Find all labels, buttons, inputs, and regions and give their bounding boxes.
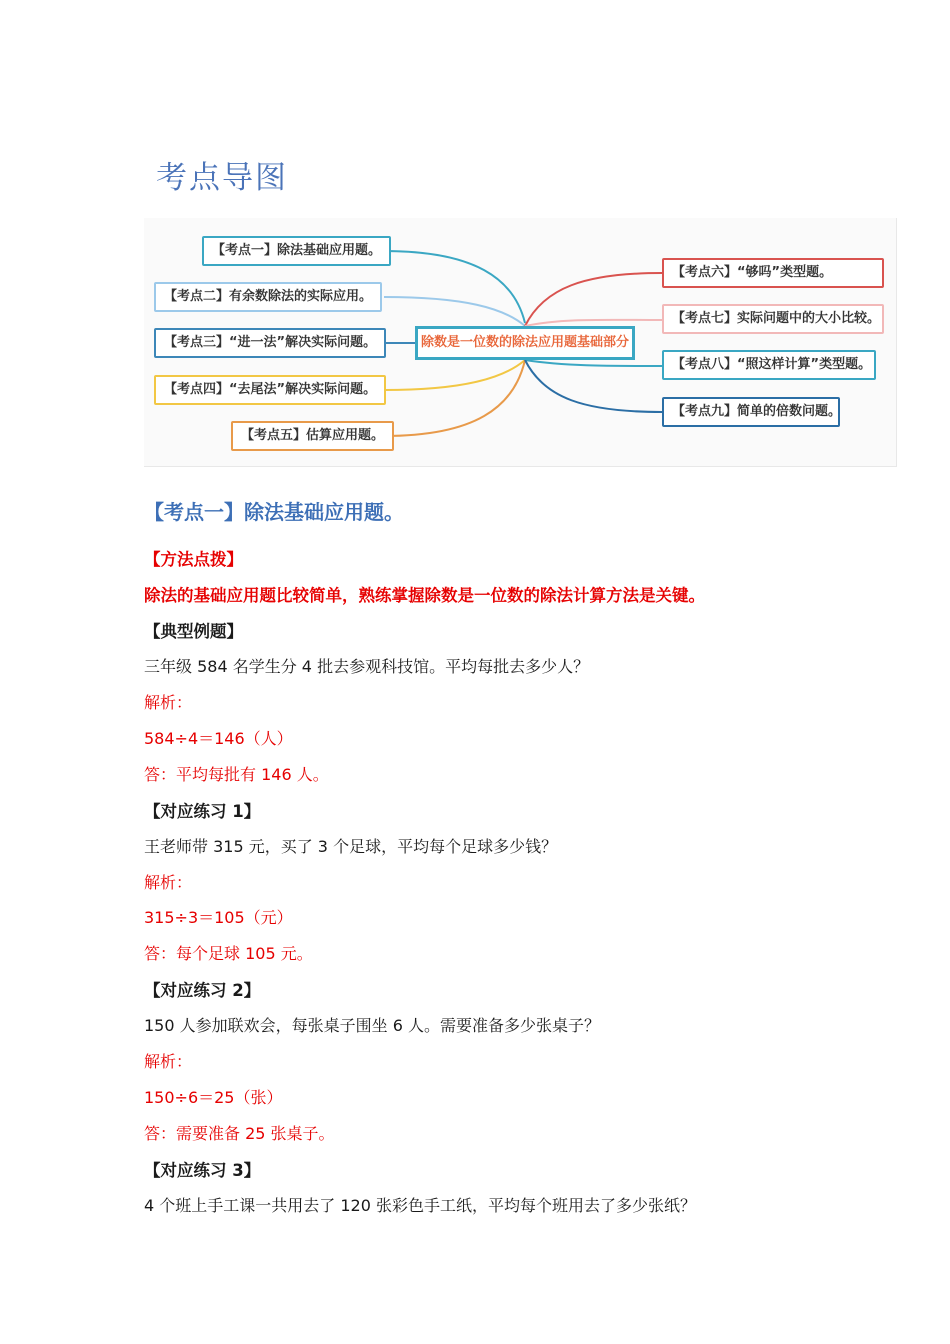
section-title: 【考点一】除法基础应用题。 (144, 500, 404, 524)
connector-9 (525, 360, 662, 412)
page-title: 考点导图 (156, 160, 288, 196)
example-label: 【典型例题】 (144, 622, 243, 641)
method-label: 【方法点拨】 (144, 550, 243, 569)
practice2-analysis-label: 解析： (144, 1052, 193, 1071)
method-text: 除法的基础应用题比较简单，熟练掌握除数是一位数的除法计算方法是关键。 (144, 586, 705, 605)
connector-4 (384, 360, 525, 390)
example-answer: 答：平均每批有 146 人。 (144, 765, 329, 784)
node-kaodian-6: 【考点六】“够吗”类型题。 (662, 258, 884, 288)
practice2-answer: 答：需要准备 25 张桌子。 (144, 1124, 335, 1143)
practice1-label: 【对应练习 1】 (144, 802, 261, 821)
node-kaodian-8: 【考点八】“照这样计算”类型题。 (662, 350, 876, 380)
node-kaodian-4: 【考点四】“去尾法”解决实际问题。 (154, 375, 386, 405)
example-question: 三年级 584 名学生分 4 批去参观科技馆。平均每批去多少人？ (144, 657, 590, 676)
connector-2 (384, 297, 525, 326)
practice1-answer: 答：每个足球 105 元。 (144, 944, 313, 963)
node-kaodian-9: 【考点九】简单的倍数问题。 (662, 397, 840, 427)
node-kaodian-3: 【考点三】“进一法”解决实际问题。 (154, 328, 386, 358)
practice1-question: 王老师带 315 元，买了 3 个足球，平均每个足球多少钱？ (144, 837, 558, 856)
connector-6 (525, 273, 662, 326)
practice3-question: 4 个班上手工课一共用去了 120 张彩色手工纸，平均每个班用去了多少张纸？ (144, 1196, 696, 1215)
mind-map-diagram (144, 218, 897, 467)
practice1-calc: 315÷3＝105（元） (144, 908, 293, 927)
node-kaodian-1: 【考点一】除法基础应用题。 (202, 236, 391, 266)
practice1-analysis-label: 解析： (144, 873, 193, 892)
practice2-question: 150 人参加联欢会，每张桌子围坐 6 人。需要准备多少张桌子？ (144, 1016, 600, 1035)
practice3-label: 【对应练习 3】 (144, 1161, 261, 1180)
node-kaodian-2: 【考点二】有余数除法的实际应用。 (154, 282, 382, 312)
node-kaodian-7: 【考点七】实际问题中的大小比较。 (662, 304, 884, 334)
example-analysis-label: 解析： (144, 693, 193, 712)
node-center-topic: 除数是一位数的除法应用题基础部分 (415, 326, 635, 360)
connector-5 (384, 360, 525, 436)
practice2-calc: 150÷6＝25（张） (144, 1088, 283, 1107)
example-calc: 584÷4＝146（人） (144, 729, 293, 748)
connector-8 (525, 360, 662, 366)
practice2-label: 【对应练习 2】 (144, 981, 261, 1000)
node-kaodian-5: 【考点五】估算应用题。 (231, 421, 394, 451)
